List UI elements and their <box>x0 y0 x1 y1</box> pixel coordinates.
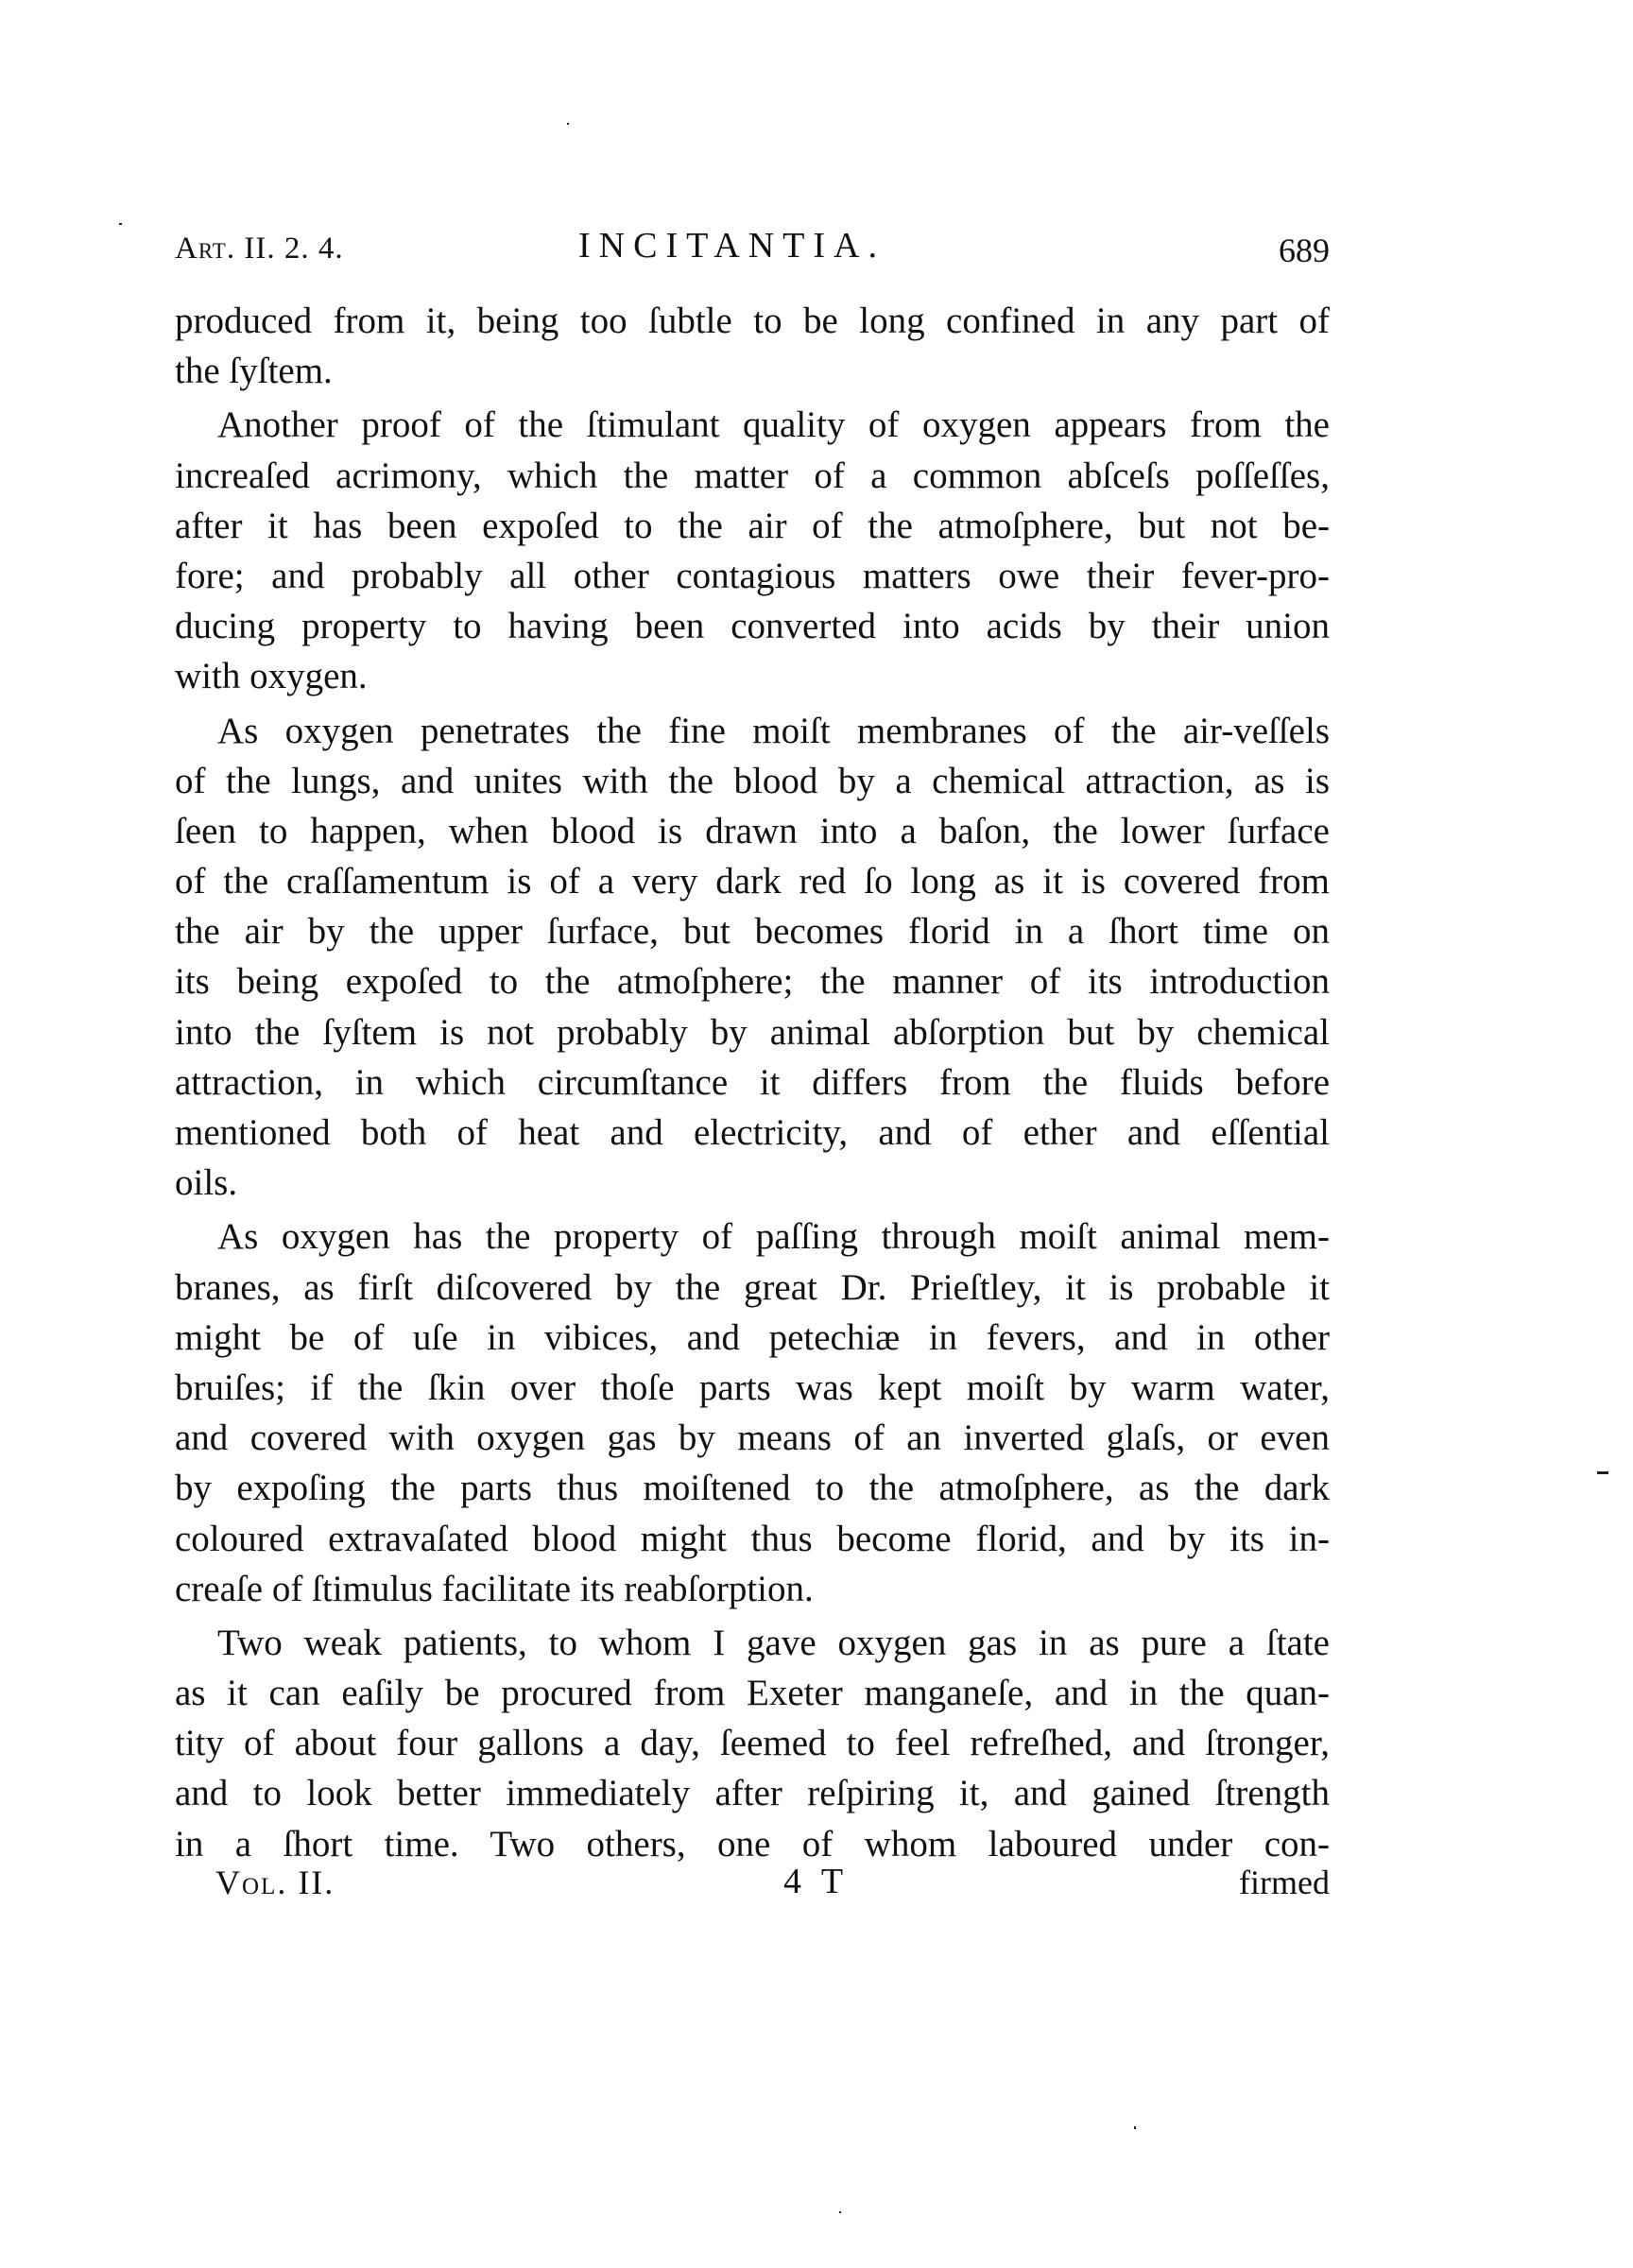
text-line: into the ſyſtem is not probably by animal abſorption but by chemical <box>175 1011 1330 1053</box>
text-line: mentioned both of heat and electricity, and of ether and eſſential <box>175 1112 1330 1153</box>
text-line: bruiſes; if the ſkin over thoſe parts was kept moiſt by warm water, <box>175 1366 1330 1408</box>
body-text <box>175 296 1330 1873</box>
paragraph-1 <box>175 296 1330 396</box>
paragraph-4 <box>175 1211 1330 1614</box>
running-head <box>175 223 1330 270</box>
text-line: attraction, in which circumſtance it differs from the fluids before <box>175 1061 1330 1103</box>
text-line: its being expoſed to the atmoſphere; the manner of its introduction <box>175 961 1330 1003</box>
text-line: Another proof of the ſtimulant quality of oxygen appears from the <box>217 404 1330 446</box>
paragraph-3 <box>175 706 1330 1209</box>
volume-mark: Vol. II. <box>215 1864 335 1901</box>
text-line: the ſyſtem. <box>175 351 333 392</box>
text-line: coloured extravaſated blood might thus become florid, and by its in- <box>175 1518 1330 1559</box>
scan-speck <box>839 2211 841 2213</box>
signature-line <box>175 1855 1330 1902</box>
text-line: creaſe of ſtimulus facilitate its reabſorption. <box>175 1568 814 1609</box>
paragraph-5 <box>175 1618 1330 1869</box>
text-line: of the lungs, and unites with the blood by a chemical attraction, as is <box>175 760 1330 801</box>
section-title: INCITANTIA. <box>578 226 885 266</box>
scan-speck <box>1597 1471 1608 1474</box>
text-line: ſeen to happen, when blood is drawn into a baſon, the lower ſurface <box>175 810 1330 851</box>
text-line: oils. <box>175 1162 238 1204</box>
scan-speck <box>1134 2126 1136 2129</box>
signature-mark: 4 T <box>783 1862 850 1901</box>
text-line: As oxygen penetrates the fine moiſt membranes of the air-veſſels <box>217 710 1330 751</box>
catchword: firmed <box>1239 1864 1330 1901</box>
text-line: produced from it, being too ſubtle to be long confined in any part of <box>175 301 1330 341</box>
text-line: fore; and probably all other contagious matters owe their fever-pro- <box>175 555 1330 596</box>
text-line: by expoſing the parts thus moiſtened to the atmoſphere, as the dark <box>175 1468 1330 1509</box>
article-reference: Art. II. 2. 4. <box>175 232 344 266</box>
text-line: increaſed acrimony, which the matter of a common abſceſs poſſeſſes, <box>175 455 1330 496</box>
text-line: might be of uſe in vibices, and petechiæ in fevers, and in other <box>175 1316 1330 1358</box>
text-line: of the craſſamentum is of a very dark red ſo long as it is covered from <box>175 861 1330 902</box>
text-line: tity of about four gallons a day, ſeemed to feel refreſhed, and ſtronger, <box>175 1723 1330 1764</box>
text-line: ducing property to having been converted into acids by their union <box>175 606 1330 647</box>
text-line: branes, as firſt diſcovered by the great Dr. Prieſtley, it is probable it <box>175 1266 1330 1308</box>
text-line: as it can eaſily be procured from Exeter manganeſe, and in the quan- <box>175 1673 1330 1714</box>
scan-speck <box>119 223 122 225</box>
text-line: the air by the upper ſurface, but becomes florid in a ſhort time on <box>175 911 1330 953</box>
text-line: As oxygen has the property of paſſing through moiſt animal mem- <box>217 1216 1330 1258</box>
text-line: with oxygen. <box>175 656 368 697</box>
page-number: 689 <box>1279 232 1330 269</box>
text-line: Two weak patients, to whom I gave oxygen gas in as pure a ſtate <box>217 1622 1330 1663</box>
text-line: and to look better immediately after reſpiring it, and gained ſtrength <box>175 1773 1330 1814</box>
scan-speck <box>567 123 569 125</box>
text-line: in a ſhort time. Two others, one of whom laboured under con- <box>175 1823 1330 1864</box>
paragraph-2 <box>175 400 1330 701</box>
text-line: and covered with oxygen gas by means of an inverted glaſs, or even <box>175 1418 1330 1459</box>
text-line: after it has been expoſed to the air of the atmoſphere, but not be- <box>175 505 1330 546</box>
